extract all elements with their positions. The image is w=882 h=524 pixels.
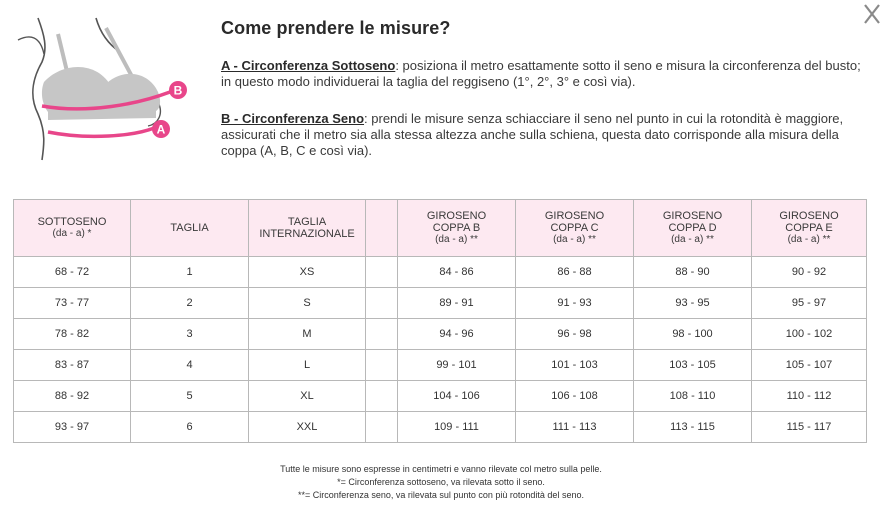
table-cell: 88 - 90: [634, 257, 752, 288]
header-l1: GIROSENO: [779, 210, 839, 222]
header-l1: SOTTOSENO: [37, 216, 107, 228]
measurement-illustration: [8, 14, 198, 164]
table-cell: 110 - 112: [752, 381, 867, 412]
header-sub: (da - a) **: [553, 234, 596, 245]
table-row: [14, 288, 867, 319]
header-sub: (da - a) **: [671, 234, 714, 245]
table-cell: [366, 257, 398, 288]
label-a: A: [156, 122, 166, 137]
header-cell: [398, 200, 516, 257]
table-cell: 98 - 100: [634, 319, 752, 350]
table-cell: 91 - 93: [516, 288, 634, 319]
page-title: Come prendere le misure?: [221, 18, 451, 38]
table-cell: 96 - 98: [516, 319, 634, 350]
bra-measure-icon: [8, 14, 198, 164]
size-table-header: [14, 200, 867, 257]
header-l1: GIROSENO: [544, 210, 605, 222]
table-cell: L: [249, 350, 366, 381]
header-l2: COPPA D: [668, 222, 717, 234]
table-cell: 1: [131, 257, 249, 288]
header-l1: GIROSENO: [426, 210, 487, 222]
footnote-units: Tutte le misure sono espresse in centimetri e vanno rilevate col metro sulla pelle.: [280, 464, 602, 474]
table-cell: 88 - 92: [14, 381, 131, 412]
table-cell: S: [249, 288, 366, 319]
header-l2: INTERNAZIONALE: [259, 228, 355, 240]
header-cell: [366, 200, 398, 257]
table-cell: 100 - 102: [752, 319, 867, 350]
table-cell: 99 - 101: [398, 350, 516, 381]
table-cell: 106 - 108: [516, 381, 634, 412]
table-cell: 73 - 77: [14, 288, 131, 319]
underbust-label: A - Circonferenza Sottoseno: [221, 58, 396, 73]
label-b: B: [173, 83, 183, 98]
bust-text: : prendi le misure senza schiacciare il seno nel punto in cui la rotondità è maggiore, assicurati che il metro sia alla stessa altezza anche sulla schiena, questa dato corrisponde alla misura della coppa (A, B, C e così via).: [221, 111, 844, 158]
table-cell: 93 - 97: [14, 412, 131, 443]
table-cell: 104 - 106: [398, 381, 516, 412]
table-cell: 86 - 88: [516, 257, 634, 288]
table-cell: M: [249, 319, 366, 350]
header-cell: [131, 200, 249, 257]
table-cell: 115 - 117: [752, 412, 867, 443]
header-l1: TAGLIA: [287, 216, 327, 228]
header-cell: [249, 200, 366, 257]
table-cell: [366, 319, 398, 350]
header-l2: COPPA B: [432, 222, 481, 234]
table-cell: XS: [249, 257, 366, 288]
header-l1: GIROSENO: [662, 210, 723, 222]
table-cell: 4: [131, 350, 249, 381]
table-cell: 90 - 92: [752, 257, 867, 288]
header-sub: (da - a) **: [435, 234, 478, 245]
table-row: [14, 257, 867, 288]
table-cell: 68 - 72: [14, 257, 131, 288]
header-sub: (da - a) *: [52, 228, 92, 239]
table-cell: [366, 381, 398, 412]
table-cell: XL: [249, 381, 366, 412]
table-cell: 93 - 95: [634, 288, 752, 319]
footnote-bust: **= Circonferenza seno, va rilevata sul punto con più rotondità del seno.: [298, 490, 584, 500]
table-cell: 113 - 115: [634, 412, 752, 443]
table-cell: 109 - 111: [398, 412, 516, 443]
header-cell: [634, 200, 752, 257]
table-cell: 6: [131, 412, 249, 443]
close-icon[interactable]: [862, 2, 882, 26]
table-cell: 89 - 91: [398, 288, 516, 319]
instruction-underbust: [221, 58, 871, 90]
header-l1: TAGLIA: [170, 222, 209, 234]
table-cell: 101 - 103: [516, 350, 634, 381]
instruction-bust: [221, 111, 871, 159]
table-row: [14, 412, 867, 443]
table-row: [14, 350, 867, 381]
size-table: [13, 199, 867, 443]
footnote-underbust: *= Circonferenza sottoseno, va rilevata sotto il seno.: [337, 477, 545, 487]
bust-label: B - Circonferenza Seno: [221, 111, 365, 126]
footnotes: [0, 463, 882, 502]
size-table-body: [14, 257, 867, 443]
table-row: [14, 381, 867, 412]
header-cell: [752, 200, 867, 257]
header-l2: COPPA E: [785, 222, 833, 234]
header-cell: [516, 200, 634, 257]
table-cell: 83 - 87: [14, 350, 131, 381]
table-cell: 3: [131, 319, 249, 350]
table-cell: 2: [131, 288, 249, 319]
table-cell: 108 - 110: [634, 381, 752, 412]
table-cell: 111 - 113: [516, 412, 634, 443]
table-cell: 105 - 107: [752, 350, 867, 381]
table-cell: XXL: [249, 412, 366, 443]
table-row: [14, 319, 867, 350]
table-cell: 94 - 96: [398, 319, 516, 350]
table-cell: 5: [131, 381, 249, 412]
table-cell: [366, 288, 398, 319]
header-cell: [14, 200, 131, 257]
close-button[interactable]: [862, 2, 882, 26]
header-sub: (da - a) **: [787, 234, 831, 245]
header-l2: COPPA C: [550, 222, 599, 234]
table-cell: 95 - 97: [752, 288, 867, 319]
table-cell: 78 - 82: [14, 319, 131, 350]
table-cell: [366, 412, 398, 443]
table-cell: [366, 350, 398, 381]
table-cell: 103 - 105: [634, 350, 752, 381]
table-cell: 84 - 86: [398, 257, 516, 288]
underbust-text: : posiziona il metro esattamente sotto il seno e misura la circonferenza del busto; in questo modo individuerai la taglia del reggiseno (1°, 2°, 3° e così via).: [221, 58, 861, 89]
